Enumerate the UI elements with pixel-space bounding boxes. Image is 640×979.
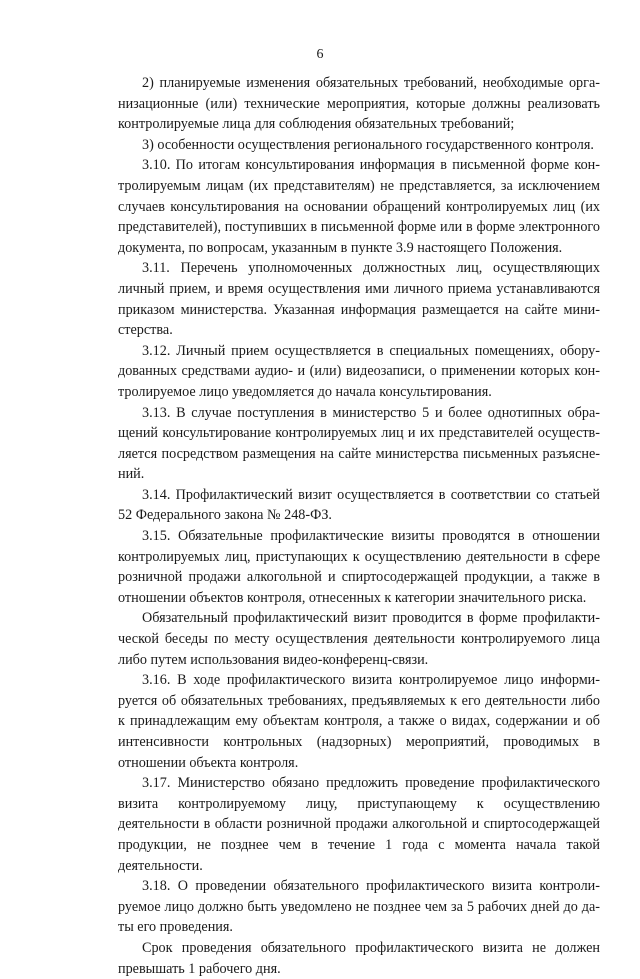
paragraph-mandatory-visit-form: Обязательный профилактический визит проводится в форме профилактической беседы по месту осуществления деятельности контролируемого лица либо путем использования видео-конференц-связи. <box>118 610 600 668</box>
paragraph-visit-duration: Срок проведения обязательного профилактического визита не должен превышать 1 рабочего дня. <box>118 939 600 977</box>
paragraph-3-13: 3.13. В случае поступления в министерство 5 и более однотипных обращений консультирование контролируемых лиц и их представителей осуществляется посредством размещения на сайте министерства письменных разъяснений. <box>118 404 600 483</box>
page-number: 6 <box>316 47 324 62</box>
paragraph-2-planned-changes: 2) планируемые изменения обязательных требований, необходимые организационные (или) технические мероприятия, которые должны реализовать контролируемые лица для соблюдения обязательных требований; <box>118 75 600 133</box>
paragraph-3-regional-control: 3) особенности осуществления регионального государственного контроля. <box>142 136 594 153</box>
paragraph-3-10: 3.10. По итогам консультирования информация в письменной форме контролируемым лицам (их представителям) не представляется, за исключением случаев консультирования на основании обращений контролируемых лиц (их представителей), поступивших в письменной форме или в форме электронного документа, по вопросам, указанным в пункте 3.9 настоящего Положения. <box>118 157 600 256</box>
paragraph-3-15: 3.15. Обязательные профилактические визиты проводятся в отношении контролируемых лиц, приступающих к осуществлению деятельности в сфере розничной продажи алкогольной и спиртосодержащей продукции, а также в отношении объектов контроля, отнесенных к категории значительного риска. <box>118 528 600 606</box>
paragraph-3-11: 3.11. Перечень уполномоченных должностных лиц, осуществляющих личный прием, и время осуществления ими личного приема устанавливаются приказом министерства. Указанная информация размещается на сайте министерства. <box>118 260 600 339</box>
paragraph-3-18: 3.18. О проведении обязательного профилактического визита контролируемое лицо должно быть уведомлено не позднее чем за 5 рабочих дней до даты его проведения. <box>118 878 600 936</box>
paragraph-3-17: 3.17. Министерство обязано предложить проведение профилактического визита контролируемому лицу, приступающему к осуществлению деятельности в области розничной продажи алкогольной и спиртосодержащей продукции, не позднее чем в течение 1 года с момента начала такой деятельности. <box>118 775 600 874</box>
paragraph-3-16: 3.16. В ходе профилактического визита контролируемое лицо информируется об обязательных требованиях, предъявляемых к его деятельности либо к принадлежащим ему объектам контроля, а также о видах, содержании и об интенсивности контрольных (надзорных) мероприятий, проводимых в отношении объекта контроля. <box>118 672 600 771</box>
paragraph-3-12: 3.12. Личный прием осуществляется в специальных помещениях, оборудованных средствами аудио- и (или) видеозаписи, о применении которых контролируемое лицо уведомляется до начала консультирования. <box>118 342 600 400</box>
paragraph-3-14: 3.14. Профилактический визит осуществляется в соответствии со статьей 52 Федерального закона № 248-ФЗ. <box>118 486 600 524</box>
document-body <box>118 73 600 979</box>
